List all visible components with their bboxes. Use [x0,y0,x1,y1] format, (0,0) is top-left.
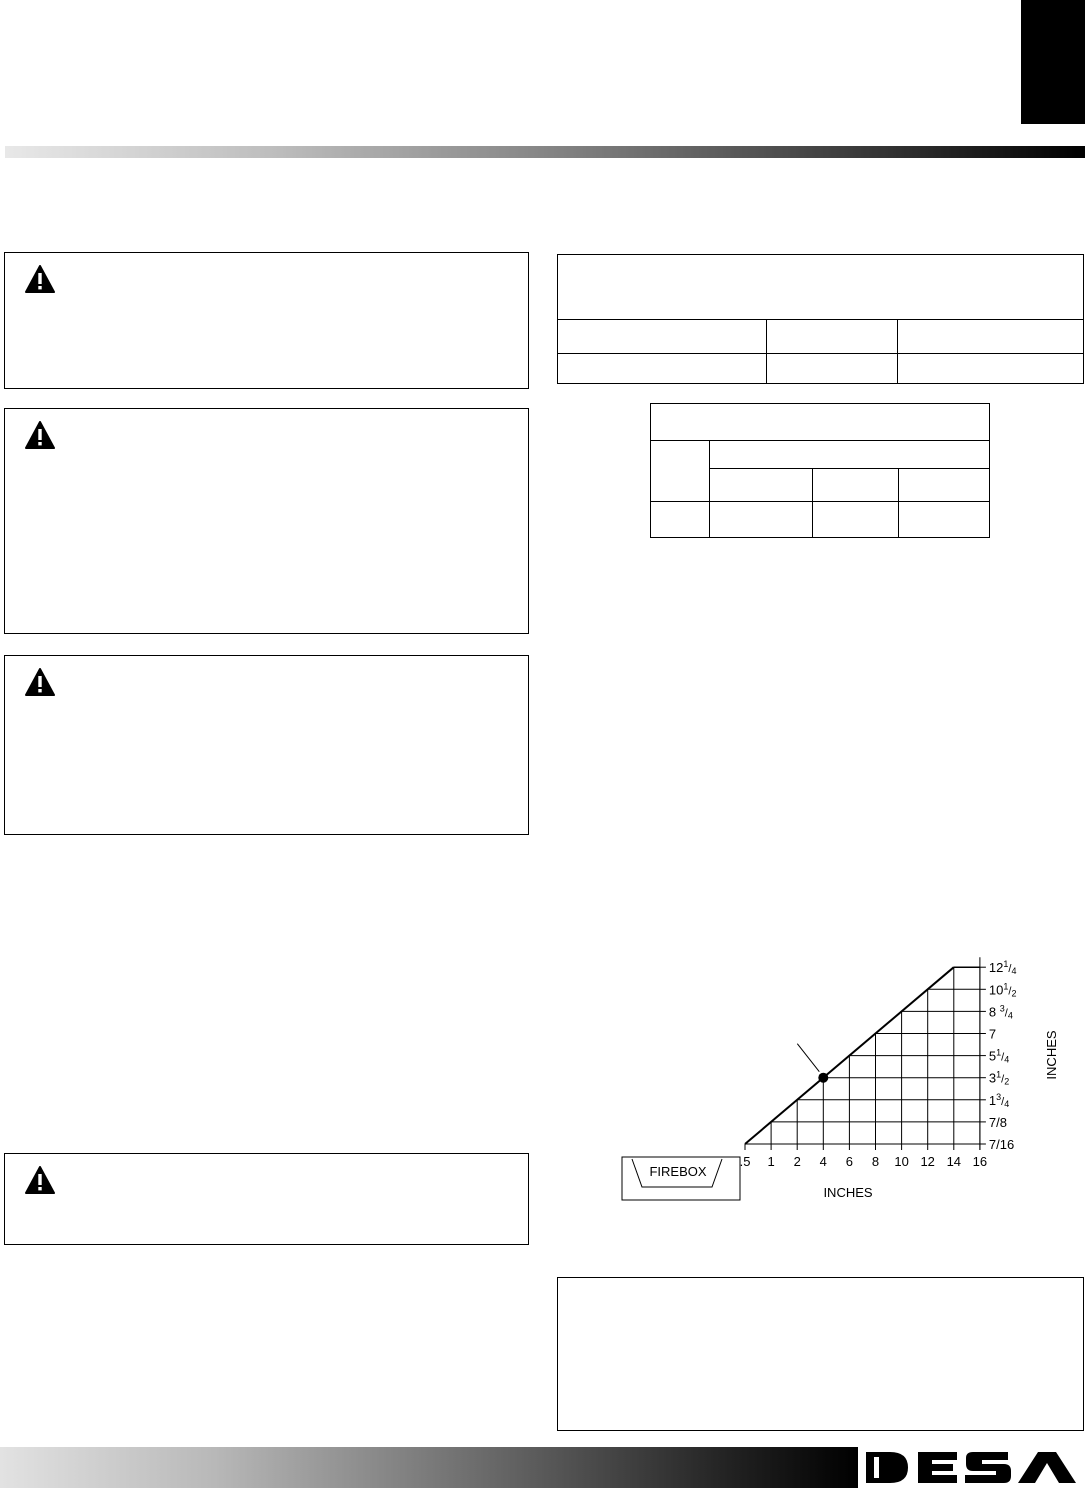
table-cell [651,502,710,538]
warning-triangle-icon [25,421,55,449]
table-cell [767,354,898,384]
warning-box-1 [4,252,529,389]
table-header-cell [651,404,990,441]
chart-y-tick-label: $3^1_/2$ [988,1069,1010,1087]
note-box [557,1277,1084,1431]
clearance-chart [600,935,1080,1210]
chart-x-tick-label: 2 [793,1154,801,1169]
warning-triangle-icon [25,1166,55,1194]
chart-x-tick-label: 12 [920,1154,935,1169]
table-cell [767,320,898,354]
chart-x-tick-label: 1 [767,1154,775,1169]
header-gradient-bar [5,146,1085,158]
warning-box-2 [4,408,529,634]
table-header-cell [558,255,1084,320]
warning-box-3 [4,655,529,835]
firebox-label: FIREBOX [649,1164,707,1179]
chart-x-tick-label: .5 [739,1154,751,1169]
table-cell [898,354,1084,384]
chart-y-ticks [989,959,1017,1152]
warning-triangle-icon [25,265,55,293]
chart-y-tick-label: $5^1_/4$ [988,1047,1010,1065]
specs-table-2 [650,403,990,538]
chart-y-axis-label: INCHES [1044,1030,1059,1080]
chart-pointer-line [797,1044,819,1072]
chart-x-axis-label: INCHES [823,1185,873,1200]
chart-marked-point [818,1073,828,1083]
language-tab [1021,0,1085,124]
chart-x-tick-label: 10 [894,1154,909,1169]
specs-table-1 [557,254,1084,384]
footer-gradient-bar [0,1447,858,1488]
warning-box-4 [4,1153,529,1245]
table-cell [710,502,813,538]
table-cell [899,502,990,538]
chart-y-tick-label: 7/8 [988,1114,1007,1130]
table-cell [899,469,990,502]
chart-y-tick-label: $12^1_/4$ [988,959,1017,977]
table-cell [710,441,990,469]
chart-x-tick-label: 14 [946,1154,962,1169]
table-cell [898,320,1084,354]
chart-y-tick-label: 8 $^3_/$4 [988,1003,1013,1021]
chart-y-tick-label: 7/16 [988,1137,1015,1152]
table-cell [710,469,813,502]
desa-logo [860,1447,1085,1488]
chart-y-tick-label: $1^3_/4$ [988,1091,1010,1109]
chart-x-tick-label: 6 [845,1154,854,1169]
chart-x-tick-label: 16 [972,1154,988,1169]
table-cell [651,441,710,502]
chart-y-tick-label: $10^1_/2$ [988,981,1017,999]
chart-x-tick-label: 4 [819,1154,827,1169]
chart-x-ticks [740,1154,988,1169]
chart-x-tick-label: 8 [871,1154,880,1169]
chart-y-tick-label: 7 [988,1026,997,1042]
chart-grid [745,957,986,1150]
warning-triangle-icon [25,668,55,696]
table-cell [558,320,767,354]
table-cell [813,502,899,538]
table-cell [813,469,899,502]
table-cell [558,354,767,384]
